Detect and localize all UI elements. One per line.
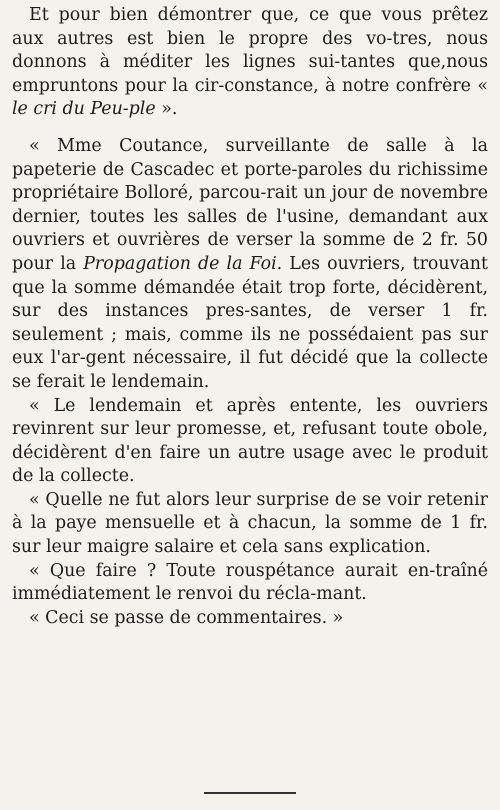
quote-paragraph-5: « Ceci se passe de commentaires. » xyxy=(29,607,344,628)
quote-1-text: « Mme Coutance, surveillante de salle à la papeterie de Cascadec et porte-paroles du richissime propriétaire Bolloré, parcou-rait un jour de novembre dernier, toutes les salles de l'usine, demandant aux ouvriers et ouvrières de verser la somme de 2 fr. 50 pour la xyxy=(12,135,488,274)
propagation-title: Propagation de la Foi xyxy=(83,253,277,274)
quote-1-continuation: . Les ouvriers, trouvant que la somme démandée était trop forte, décidèrent, sur des instances pres-santes, de verser 1 fr. seulement ; mais, comme ils ne possédaient pas sur eux l'ar-gent nécessaire, il fut décidé que la collecte se ferait le lendemain. xyxy=(12,253,488,392)
intro-closing: ». xyxy=(155,99,178,120)
source-title: le cri du Peu-ple xyxy=(12,99,156,120)
intro-text: Et pour bien démontrer que, ce que vous prêtez aux autres est bien le propre des vo-tres, nous donnons à méditer les lignes sui-tantes que,nous empruntons pour la cir-constance, à notre confrère « xyxy=(12,5,488,96)
section-divider xyxy=(204,792,296,794)
quote-paragraph-3: « Quelle ne fut alors leur surprise de se voir retenir à la paye mensuelle et à chacun, la somme de 1 fr. sur leur maigre salaire et cela sans explication. xyxy=(12,489,488,558)
quote-paragraph-4: « Que faire ? Toute rouspétance aurait en-traîné immédiatement le renvoi du récla-mant. xyxy=(12,560,488,605)
quote-paragraph-2: « Le lendemain et après entente, les ouvriers revinrent sur leur promesse, et, refusant toute obole, décidèrent d'en faire un autre usage avec le produit de la collecte. xyxy=(12,395,488,487)
quote-paragraph-1 xyxy=(12,135,488,395)
intro-paragraph xyxy=(12,4,488,122)
article-body xyxy=(12,4,488,630)
